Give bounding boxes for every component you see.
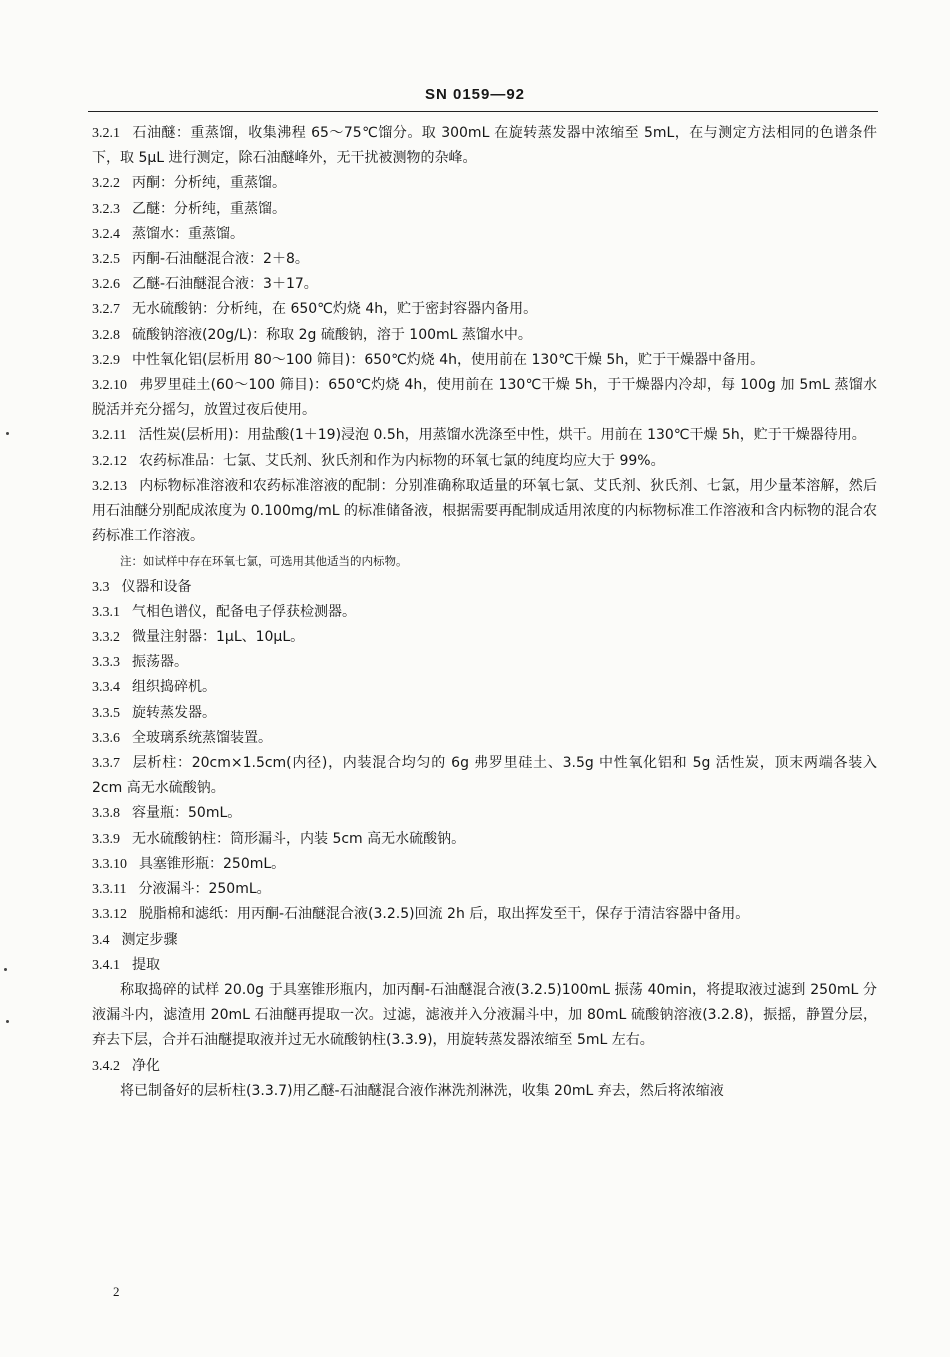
clause — [92, 449, 877, 474]
clause-text: 具塞锥形瓶：250mL。 — [139, 855, 286, 872]
clause — [92, 902, 877, 927]
clause-text: 内标物标准溶液和农药标准溶液的配制：分别准确称取适量的环氧七氯、艾氏剂、狄氏剂、七氯，用少量苯溶解，然后用石油醚分别配成浓度为 0.100mg/mL 的标准储备液，根据需要再配制成适用浓度的内标物标准工作溶液和含内标物的混合农药标准工作溶液。 — [92, 477, 877, 545]
clause — [92, 121, 877, 171]
clause-number: 3.4 — [92, 932, 110, 948]
clause-text: 微量注射器：1μL、10μL。 — [132, 629, 305, 646]
clause — [92, 852, 877, 877]
clause-number: 3.2.8 — [92, 327, 120, 343]
clause-number: 3.3.11 — [92, 882, 127, 898]
clause-text: 层析柱：20cm×1.5cm(内径)，内装混合均匀的 6g 弗罗里硅土、3.5g 中性氧化铝和 5g 活性炭，顶末两端各装入 2cm 高无水硫酸钠。 — [92, 755, 877, 797]
clause-text: 仪器和设备 — [121, 578, 192, 595]
clause-text: 提取 — [132, 956, 160, 973]
clause-text: 活性炭(层析用)：用盐酸(1＋19)浸泡 0.5h，用蒸馏水洗涤至中性，烘干。用前在 130℃干燥 5h，贮于干燥器待用。 — [138, 427, 866, 444]
clause-number: 3.3.5 — [92, 705, 120, 721]
clause-text: 中性氧化铝(层析用 80～100 筛目)：650℃灼烧 4h，使用前在 130℃干燥 5h，贮于干燥器中备用。 — [132, 351, 765, 368]
clause-text: 石油醚：重蒸馏，收集沸程 65～75℃馏分。取 300mL 在旋转蒸发器中浓缩至 5mL，在与测定方法相同的色谱条件下，取 5μL 进行测定，除石油醚峰外，无干扰被测物的杂峰。 — [92, 125, 877, 167]
clause — [92, 197, 877, 222]
clause — [92, 953, 877, 978]
clause-text: 组织捣碎机。 — [132, 679, 216, 696]
clause-number: 3.4.1 — [92, 957, 120, 973]
clause-text: 净化 — [132, 1057, 160, 1074]
clause — [92, 928, 877, 953]
note: 注：如试样中存在环氧七氯，可选用其他适当的内标物。 — [120, 554, 408, 569]
clause — [92, 726, 877, 751]
clause-text: 农药标准品：七氯、艾氏剂、狄氏剂和作为内标物的环氧七氯的纯度均应大于 99%。 — [139, 452, 665, 469]
body-paragraph: 称取捣碎的试样 20.0g 于具塞锥形瓶内，加丙酮-石油醚混合液(3.2.5)100mL 振荡 40min，将提取液过滤到 250mL 分液漏斗内，滤渣用 20mL 石油醚再提取一次。过滤，滤液并入分液漏斗中，加 80mL 硫酸钠溶液(3.2.8)，振摇，静置分层，弃去下层，合并石油醚提取液并过无水硫酸钠柱(3.3.9)，用旋转蒸发器浓缩至 5mL 左右。 — [92, 981, 877, 1049]
clause-number: 3.2.2 — [92, 176, 120, 192]
clause-number: 3.2.11 — [92, 428, 127, 444]
clause-number: 3.2.13 — [92, 478, 127, 494]
clause-number: 3.3.6 — [92, 730, 120, 746]
clause-number: 3.2.6 — [92, 277, 120, 293]
page-number: 2 — [113, 1284, 120, 1299]
clause-number: 3.3.4 — [92, 680, 120, 696]
clause — [92, 751, 877, 801]
clause — [92, 650, 877, 675]
clause-number: 3.2.4 — [92, 226, 120, 242]
clause — [92, 423, 877, 448]
clause — [92, 600, 877, 625]
clause-number: 3.3.3 — [92, 655, 120, 671]
clause-number: 3.3.8 — [92, 806, 120, 822]
clause — [92, 1054, 877, 1079]
scan-speck — [6, 1020, 9, 1023]
clause — [92, 348, 877, 373]
clause-number: 3.2.12 — [92, 453, 127, 469]
clause-text: 脱脂棉和滤纸：用丙酮-石油醚混合液(3.2.5)回流 2h 后，取出挥发至干，保存于清洁容器中备用。 — [139, 906, 750, 923]
clause — [92, 575, 877, 600]
clause — [92, 323, 877, 348]
clause — [92, 877, 877, 902]
clause-text: 分液漏斗：250mL。 — [138, 881, 271, 898]
clause-number: 3.2.7 — [92, 302, 120, 318]
clause-text: 丙酮：分析纯，重蒸馏。 — [132, 175, 286, 192]
clause — [92, 675, 877, 700]
clause-text: 全玻璃系统蒸馏装置。 — [132, 729, 272, 746]
clause — [92, 373, 877, 423]
clause-number: 3.2.10 — [92, 378, 127, 394]
clause — [92, 701, 877, 726]
clause-number: 3.2.9 — [92, 352, 120, 368]
clause — [92, 247, 877, 272]
clause — [92, 625, 877, 650]
clause-number: 3.3.1 — [92, 604, 120, 620]
clause-text: 蒸馏水：重蒸馏。 — [132, 225, 244, 242]
clause — [92, 827, 877, 852]
clause-text: 振荡器。 — [132, 654, 188, 671]
scan-speck — [6, 432, 9, 435]
clause-number: 3.3.2 — [92, 630, 120, 646]
clause-text: 弗罗里硅土(60～100 筛目)：650℃灼烧 4h，使用前在 130℃干燥 5h，于干燥器内冷却，每 100g 加 5mL 蒸馏水脱活并充分摇匀，放置过夜后使用。 — [92, 377, 877, 419]
clause — [92, 474, 877, 550]
clause-number: 3.2.3 — [92, 201, 120, 217]
clause-number: 3.3.7 — [92, 756, 120, 772]
clause-number: 3.3.12 — [92, 907, 127, 923]
clause-text: 测定步骤 — [121, 931, 178, 948]
header-divider — [88, 111, 878, 112]
clause-text: 无水硫酸钠：分析纯，在 650℃灼烧 4h，贮于密封容器内备用。 — [132, 301, 538, 318]
clause-number: 3.3 — [92, 579, 110, 595]
body-paragraph: 将已制备好的层析柱(3.3.7)用乙醚-石油醚混合液作淋洗剂淋洗，收集 20mL 弃去，然后将浓缩液 — [120, 1082, 724, 1099]
clause-text: 气相色谱仪，配备电子俘获检测器。 — [132, 603, 356, 620]
clause-number: 3.2.1 — [92, 126, 120, 141]
clause-text: 无水硫酸钠柱：筒形漏斗，内装 5cm 高无水硫酸钠。 — [132, 830, 466, 847]
clause-number: 3.3.9 — [92, 831, 120, 847]
clause-text: 乙醚-石油醚混合液：3＋17。 — [132, 276, 318, 293]
clause — [92, 801, 877, 826]
clause — [92, 297, 877, 322]
clause — [92, 171, 877, 196]
clause — [92, 222, 877, 247]
clause-number: 3.2.5 — [92, 252, 120, 268]
clause-text: 丙酮-石油醚混合液：2＋8。 — [132, 251, 309, 268]
clause-text: 容量瓶：50mL。 — [132, 805, 242, 822]
clause-text: 旋转蒸发器。 — [132, 704, 216, 721]
clause-text: 硫酸钠溶液(20g/L)：称取 2g 硫酸钠，溶于 100mL 蒸馏水中。 — [132, 326, 532, 343]
clause — [92, 272, 877, 297]
clause-text: 乙醚：分析纯，重蒸馏。 — [132, 200, 286, 217]
page-header-standard-code: SN 0159—92 — [424, 86, 526, 103]
scan-speck — [4, 968, 7, 971]
clause-number: 3.4.2 — [92, 1058, 120, 1074]
clause-number: 3.3.10 — [92, 856, 127, 872]
document-body — [92, 121, 877, 1104]
